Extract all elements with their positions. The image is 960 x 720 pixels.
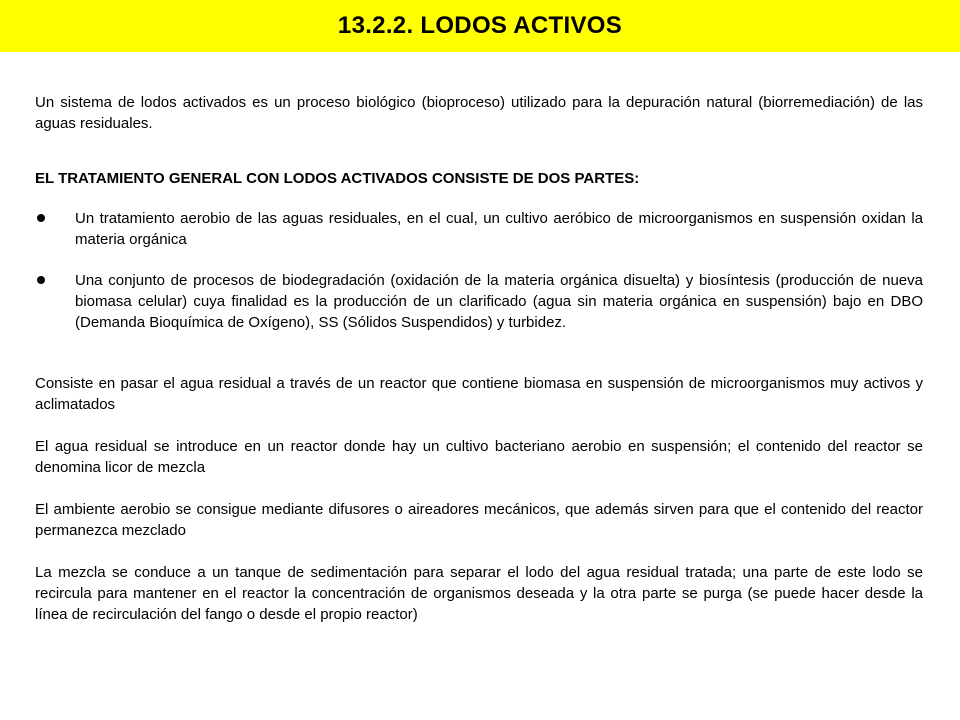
bullet-item [35,270,923,333]
body-paragraph: Consiste en pasar el agua residual a través de un reactor que contiene biomasa en suspensión de microorganismos muy activos y aclimatados [35,375,923,413]
body-paragraph: El ambiente aerobio se consigue mediante difusores o aireadores mecánicos, que además sirven para que el contenido del reactor permanezca mezclado [35,501,923,539]
bullet-dot-icon [37,214,45,222]
bullet-list [35,208,923,333]
slide-content [35,92,923,625]
bullet-item [35,208,923,250]
intro-paragraph: Un sistema de lodos activados es un proceso biológico (bioproceso) utilizado para la depuración natural (biorremediación) de las aguas residuales. [35,94,923,132]
body-paragraph: El agua residual se introduce en un reactor donde hay un cultivo bacteriano aerobio en suspensión; el contenido del reactor se denomina licor de mezcla [35,438,923,476]
bullet-dot-icon [37,276,45,284]
page-title: 13.2.2. LODOS ACTIVOS [337,12,623,39]
title-bar [0,0,960,52]
bullet-text: Un tratamiento aerobio de las aguas residuales, en el cual, un cultivo aeróbico de microorganismos en suspensión oxidan la materia orgánica [75,210,923,248]
body-paragraph: La mezcla se conduce a un tanque de sedimentación para separar el lodo del agua residual tratada; una parte de este lodo se recircula para mantener en el reactor la concentración de organismos deseada y la otra parte se purga (se puede hacer desde la línea de recirculación del fango o desde el propio reactor) [35,564,923,623]
bullet-text: Una conjunto de procesos de biodegradación (oxidación de la materia orgánica disuelta) y biosíntesis (producción de nueva biomasa celular) cuya finalidad es la producción de un clarificado (agua sin materia orgánica en suspensión) bajo en DBO (Demanda Bioquímica de Oxígeno), SS (Sólidos Suspendidos) y turbidez. [75,272,923,331]
section-heading: EL TRATAMIENTO GENERAL CON LODOS ACTIVADOS CONSISTE DE DOS PARTES: [35,170,640,187]
